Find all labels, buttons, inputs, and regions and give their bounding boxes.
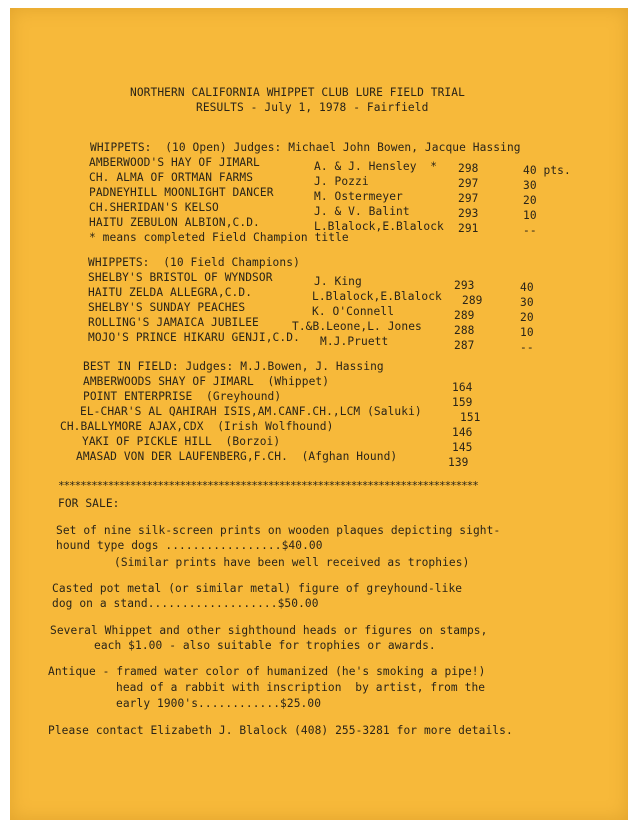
dog-name: CH.SHERIDAN'S KELSO: [89, 201, 219, 214]
points: 30: [520, 296, 534, 309]
sale-text: (Similar prints have been well received as trophies): [114, 556, 470, 569]
sale-text: Set of nine silk-screen prints on wooden plaques depicting sight-: [56, 524, 501, 537]
sale-text: Casted pot metal (or similar metal) figure of greyhound-like: [52, 582, 463, 595]
dog-name: PADNEYHILL MOONLIGHT DANCER: [89, 186, 274, 199]
owner-name: L.Blalock,E.Blalock: [312, 290, 442, 303]
doc-title: NORTHERN CALIFORNIA WHIPPET CLUB LURE FIELD TRIAL: [130, 86, 465, 99]
sale-text: each $1.00 - also suitable for trophies or awards.: [94, 639, 436, 652]
contact-line: Please contact Elizabeth J. Blalock (408) 255-3281 for more details.: [48, 724, 513, 737]
dog-name: ROLLING'S JAMAICA JUBILEE: [88, 316, 259, 329]
points: 10: [520, 326, 534, 339]
sale-text: hound type dogs .................$40.00: [56, 539, 323, 552]
sale-text: dog on a stand...................$50.00: [52, 597, 319, 610]
sale-text: Several Whippet and other sighthound heads or figures on stamps,: [50, 624, 488, 637]
score: 145: [452, 441, 473, 454]
score: 298: [458, 162, 479, 175]
score: 291: [458, 222, 479, 235]
score: 297: [458, 177, 479, 190]
dog-name: POINT ENTERPRISE (Greyhound): [83, 390, 282, 403]
dog-name: AMBERWOODS SHAY OF JIMARL (Whippet): [83, 375, 330, 388]
points: --: [523, 224, 537, 237]
owner-name: J. Pozzi: [314, 175, 369, 188]
score: 289: [462, 294, 483, 307]
owner-name: K. O'Connell: [312, 305, 395, 318]
score: 151: [460, 411, 481, 424]
score: 159: [452, 396, 473, 409]
score: 146: [452, 426, 473, 439]
owner-name: J. King: [314, 275, 362, 288]
owner-name: T.&B.Leone,L. Jones: [292, 320, 422, 333]
score: 288: [454, 324, 475, 337]
points: 30: [523, 179, 537, 192]
owner-name: L.Blalock,E.Blalock: [314, 220, 444, 233]
points: 20: [520, 311, 534, 324]
score: 289: [454, 309, 475, 322]
doc-subtitle: RESULTS - July 1, 1978 - Fairfield: [196, 101, 429, 114]
score: 293: [454, 279, 475, 292]
score: 297: [458, 192, 479, 205]
best-section-heading: BEST IN FIELD: Judges: M.J.Bowen, J. Hassing: [83, 360, 384, 373]
dog-name: HAITU ZELDA ALLEGRA,C.D.: [88, 286, 253, 299]
points: 40 pts.: [523, 164, 571, 177]
points: 40: [520, 281, 534, 294]
dog-name: SHELBY'S SUNDAY PEACHES: [88, 301, 246, 314]
dog-name: HAITU ZEBULON ALBION,C.D.: [89, 216, 260, 229]
footnote: * means completed Field Champion title: [89, 231, 349, 244]
points: --: [520, 341, 534, 354]
dog-name: MOJO'S PRINCE HIKARU GENJI,C.D.: [88, 331, 300, 344]
score: 164: [452, 381, 473, 394]
sale-text: early 1900's............$25.00: [116, 697, 322, 710]
sale-text: Antique - framed water color of humanized (he's smoking a pipe!): [48, 665, 486, 678]
dog-name: EL-CHAR'S AL QAHIRAH ISIS,AM.CANF.CH.,LCM (Saluki): [80, 405, 422, 418]
score: 139: [448, 456, 469, 469]
dog-name: YAKI OF PICKLE HILL (Borzoi): [82, 435, 281, 448]
points: 10: [523, 209, 537, 222]
dog-name: SHELBY'S BRISTOL OF WYNDSOR: [88, 271, 273, 284]
dog-name: AMBERWOOD'S HAY OF JIMARL: [89, 156, 260, 169]
dog-name: CH.BALLYMORE AJAX,CDX (Irish Wolfhound): [60, 420, 334, 433]
score: 287: [454, 339, 475, 352]
points: 20: [523, 194, 537, 207]
open-section-heading: WHIPPETS: (10 Open) Judges: Michael John Bowen, Jacque Hassing: [90, 141, 521, 154]
score: 293: [458, 207, 479, 220]
owner-name: M. Ostermeyer: [314, 190, 403, 203]
for-sale-heading: FOR SALE:: [58, 497, 120, 510]
star-divider: ****************************************************************************: [58, 479, 478, 492]
champ-section-heading: WHIPPETS: (10 Field Champions): [88, 256, 300, 269]
owner-name: A. & J. Hensley *: [314, 160, 438, 173]
owner-name: M.J.Pruett: [320, 335, 389, 348]
dog-name: CH. ALMA OF ORTMAN FARMS: [89, 171, 254, 184]
owner-name: J. & V. Balint: [314, 205, 410, 218]
dog-name: AMASAD VON DER LAUFENBERG,F.CH. (Afghan Hound): [76, 450, 398, 463]
sale-text: head of a rabbit with inscription by artist, from the: [116, 681, 486, 694]
